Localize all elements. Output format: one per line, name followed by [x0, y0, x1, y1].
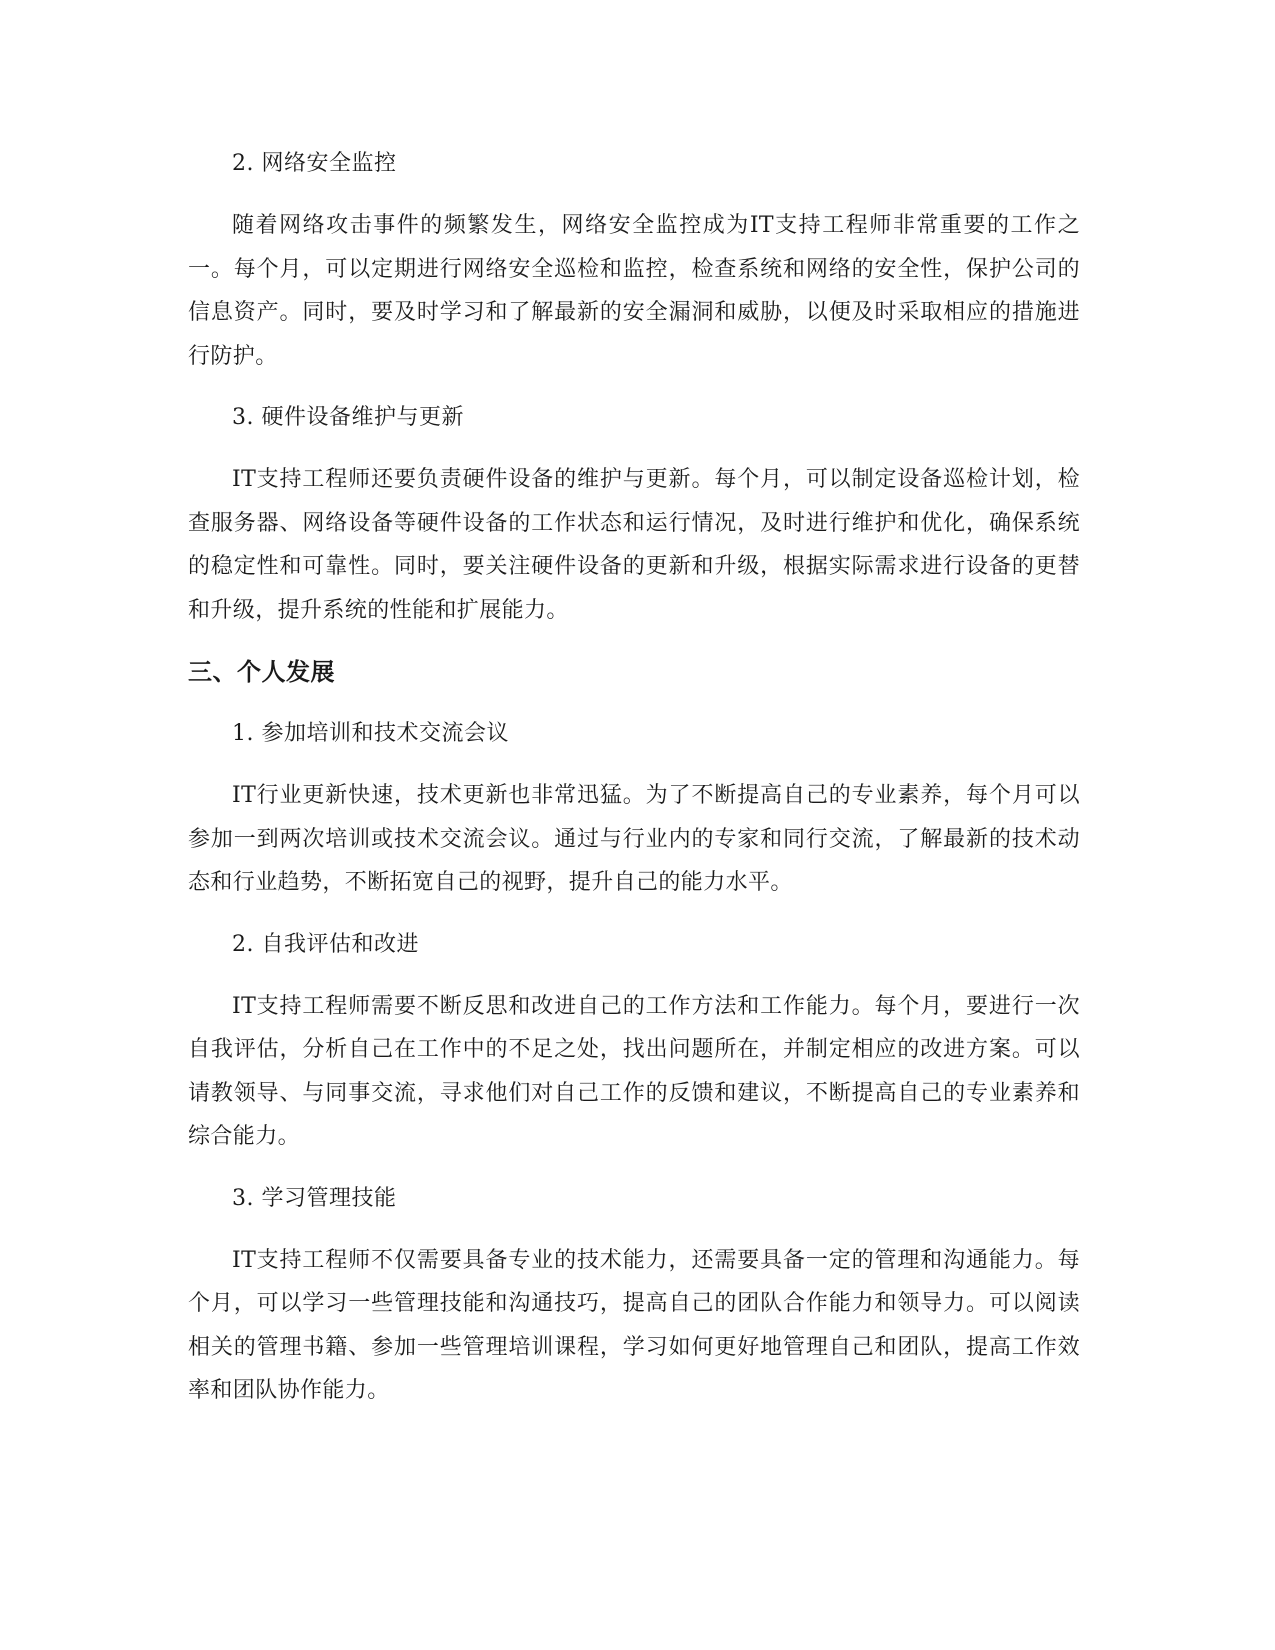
paragraph-training: IT行业更新快速，技术更新也非常迅猛。为了不断提高自己的专业素养，每个月可以参加一到两次培训或技术交流会议。通过与行业内的专家和同行交流，了解最新的技术动态和行业趋势，不断拓宽自己的视野，提升自己的能力水平。: [188, 783, 1080, 895]
item-heading-training: 1. 参加培训和技术交流会议: [232, 721, 509, 746]
paragraph-network-security: 随着网络攻击事件的频繁发生，网络安全监控成为IT支持工程师非常重要的工作之一。每个月，可以定期进行网络安全巡检和监控，检查系统和网络的安全性，保护公司的信息资产。同时，要及时学习和了解最新的安全漏洞和威胁，以便及时采取相应的措施进行防护。: [188, 213, 1080, 369]
paragraph-management-skills: IT支持工程师不仅需要具备专业的技术能力，还需要具备一定的管理和沟通能力。每个月，可以学习一些管理技能和沟通技巧，提高自己的团队合作能力和领导力。可以阅读相关的管理书籍、参加一些管理培训课程，学习如何更好地管理自己和团队，提高工作效率和团队协作能力。: [188, 1247, 1080, 1403]
item-heading-self-evaluation: 2. 自我评估和改进: [232, 931, 419, 957]
item-heading-hardware-maintenance: 3. 硬件设备维护与更新: [232, 405, 464, 430]
document-body: [188, 142, 1080, 1431]
item-heading-management-skills: 3. 学习管理技能: [232, 1185, 397, 1211]
paragraph-hardware-maintenance: IT支持工程师还要负责硬件设备的维护与更新。每个月，可以制定设备巡检计划，检查服务器、网络设备等硬件设备的工作状态和运行情况，及时进行维护和优化，确保系统的稳定性和可靠性。同时，要关注硬件设备的更新和升级，根据实际需求进行设备的更替和升级，提升系统的性能和扩展能力。: [188, 467, 1080, 623]
section-heading-personal-development: 三、个人发展: [188, 658, 335, 686]
paragraph-self-evaluation: IT支持工程师需要不断反思和改进自己的工作方法和工作能力。每个月，要进行一次自我评估，分析自己在工作中的不足之处，找出问题所在，并制定相应的改进方案。可以请教领导、与同事交流，寻求他们对自己工作的反馈和建议，不断提高自己的专业素养和综合能力。: [188, 993, 1080, 1149]
item-heading-network-security: 2. 网络安全监控: [232, 151, 397, 176]
